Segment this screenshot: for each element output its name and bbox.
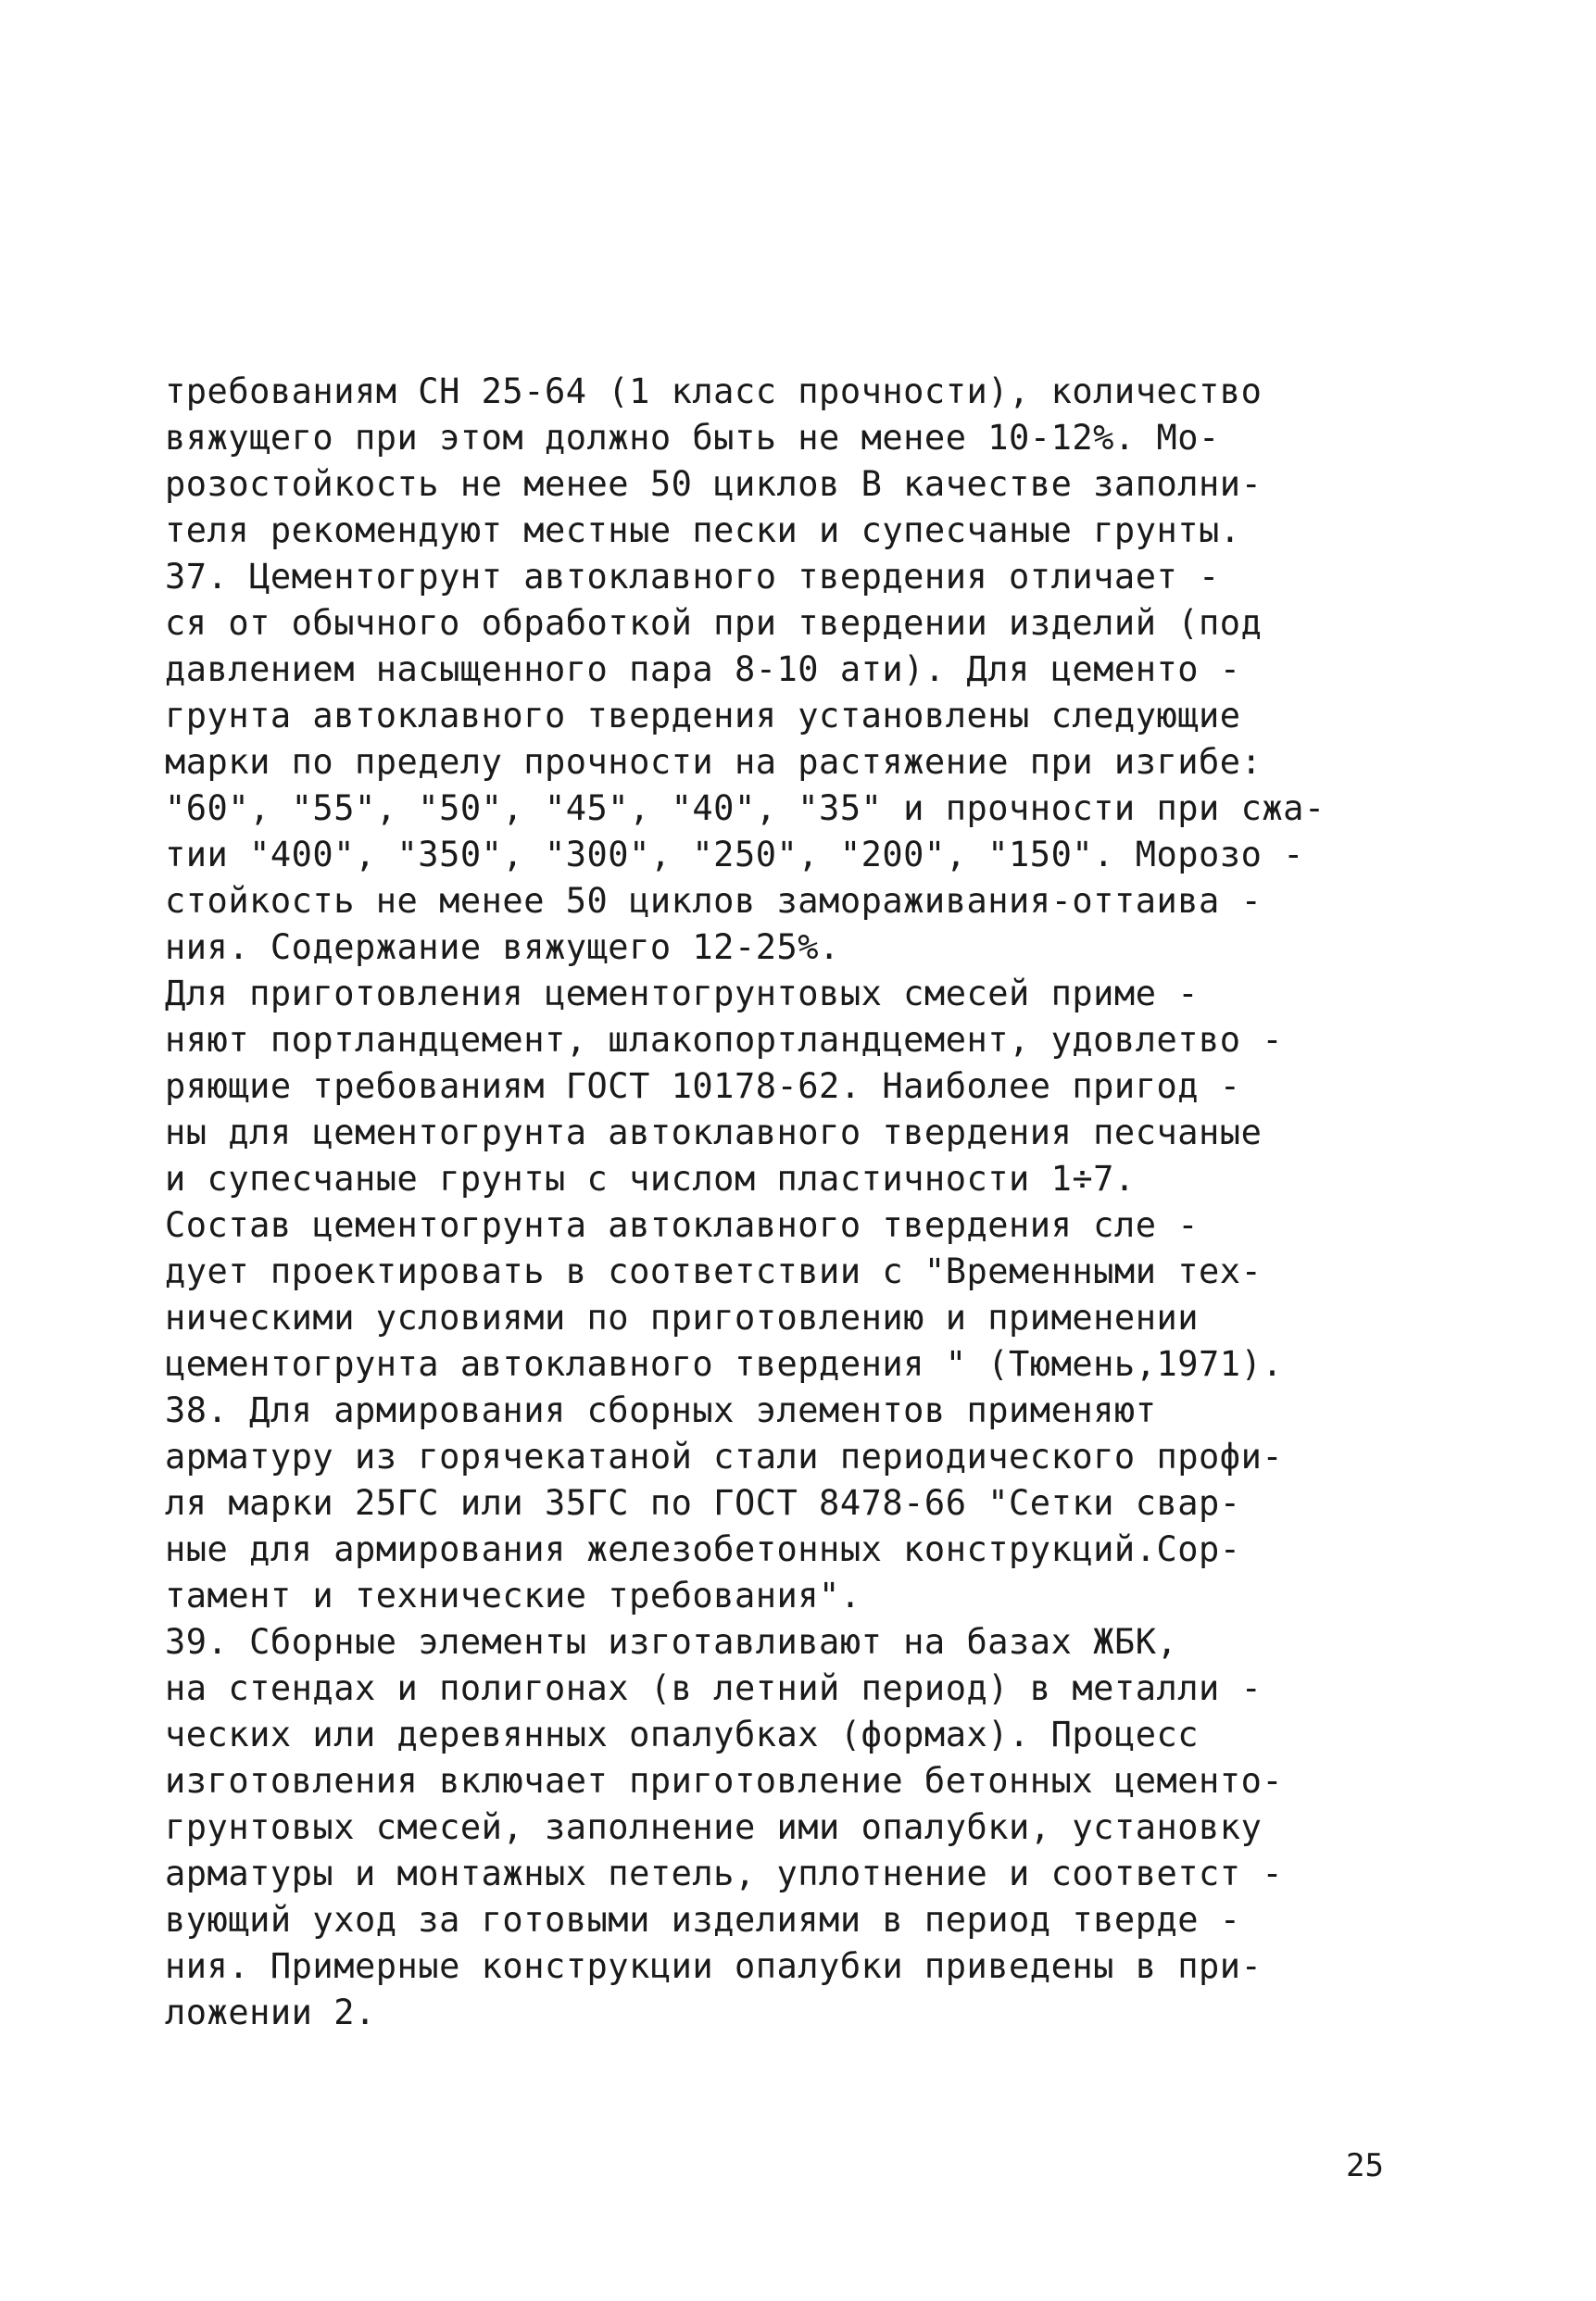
text-line: давлением насыщенного пара 8-10 ати). Для цементо -	[165, 649, 1241, 689]
text-line: цементогрунта автоклавного твердения " (Тюмень,1971).	[165, 1344, 1284, 1384]
text-line: "60", "55", "50", "45", "40", "35" и прочности при сжа-	[165, 788, 1326, 828]
text-line: 38. Для армирования сборных элементов применяют	[165, 1390, 1157, 1430]
text-line: арматуры и монтажных петель, уплотнение и соответст -	[165, 1854, 1284, 1893]
text-line: ния. Содержание вяжущего 12-25%.	[165, 927, 840, 967]
text-line: ряющие требованиям ГОСТ 10178-62. Наиболее пригод -	[165, 1066, 1241, 1106]
text-line: 37. Цементогрунт автоклавного твердения отличает -	[165, 557, 1220, 597]
text-line: арматуру из горячекатаной стали периодического профи-	[165, 1437, 1284, 1477]
text-line: грунта автоклавного твердения установлены следующие	[165, 696, 1241, 736]
text-line: розостойкость не менее 50 циклов В качестве заполни-	[165, 464, 1263, 504]
text-line: няют портландцемент, шлакопортландцемент, удовлетво -	[165, 1020, 1284, 1060]
text-line: ля марки 25ГС или 35ГС по ГОСТ 8478-66 "Сетки свар-	[165, 1483, 1241, 1523]
text-line: ные для армирования железобетонных конструкций.Сор-	[165, 1529, 1241, 1569]
text-line: Состав цементогрунта автоклавного твердения сле -	[165, 1205, 1200, 1245]
text-line: ны для цементогрунта автоклавного твердения песчаные	[165, 1113, 1263, 1152]
body-text	[165, 369, 1397, 2036]
text-line: вяжущего при этом должно быть не менее 10-12%. Мо-	[165, 418, 1220, 458]
text-line: тамент и технические требования".	[165, 1576, 861, 1616]
text-line: ческих или деревянных опалубках (формах). Процесс	[165, 1715, 1200, 1754]
page-number: 25	[1346, 2147, 1384, 2184]
text-line: дует проектировать в соответствии с "Временными тех-	[165, 1251, 1263, 1291]
text-line: Для приготовления цементогрунтовых смесей приме -	[165, 974, 1200, 1013]
text-line: тии "400", "350", "300", "250", "200", "150". Морозо -	[165, 835, 1304, 874]
text-line: марки по пределу прочности на растяжение при изгибе:	[165, 742, 1263, 782]
text-line: стойкость не менее 50 циклов замораживания-оттаива -	[165, 881, 1263, 921]
text-line: ния. Примерные конструкции опалубки приведены в при-	[165, 1946, 1263, 1986]
text-line: ложении 2.	[165, 1993, 376, 2032]
text-line: ся от обычного обработкой при твердении изделий (под	[165, 603, 1263, 643]
text-line: грунтовых смесей, заполнение ими опалубки, установку	[165, 1807, 1263, 1847]
text-line: на стендах и полигонах (в летний период) в металли -	[165, 1668, 1263, 1708]
text-line: теля рекомендуют местные пески и супесчаные грунты.	[165, 510, 1241, 550]
text-line: вующий уход за готовыми изделиями в период тверде -	[165, 1900, 1241, 1940]
text-line: изготовления включает приготовление бетонных цементо-	[165, 1761, 1284, 1801]
text-line: ническими условиями по приготовлению и применении	[165, 1298, 1200, 1338]
text-line: 39. Сборные элементы изготавливают на базах ЖБК,	[165, 1622, 1178, 1662]
text-line: требованиям СН 25-64 (1 класс прочности), количество	[165, 371, 1263, 411]
text-line: и супесчаные грунты с числом пластичности 1÷7.	[165, 1159, 1136, 1199]
